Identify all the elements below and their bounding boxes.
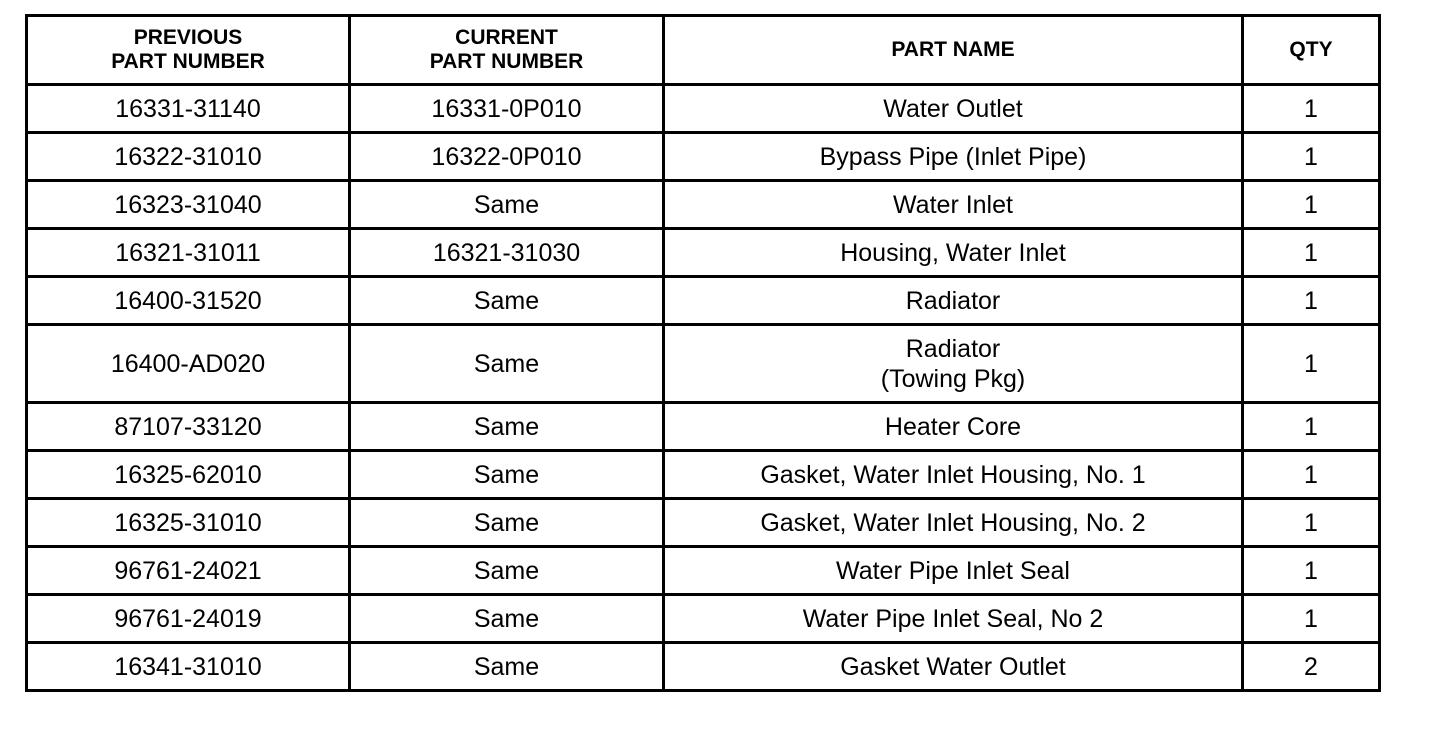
previous-part-number-cell: 16325-31010 xyxy=(27,499,350,547)
table-row xyxy=(27,229,1380,277)
qty-cell: 1 xyxy=(1243,547,1380,595)
previous-part-number-cell: 16331-31140 xyxy=(27,85,350,133)
previous-part-number-cell: 16400-AD020 xyxy=(27,325,350,403)
current-part-number-cell: 16322-0P010 xyxy=(350,133,664,181)
part-name-line: Heater Core xyxy=(884,412,1022,441)
previous-part-number-cell: 16323-31040 xyxy=(27,181,350,229)
table-row xyxy=(27,403,1380,451)
qty-cell: 1 xyxy=(1243,229,1380,277)
part-name-cell xyxy=(664,643,1243,691)
qty-cell: 1 xyxy=(1243,595,1380,643)
part-name-line: Water Pipe Inlet Seal xyxy=(836,556,1070,585)
table-row xyxy=(27,85,1380,133)
part-name-line: Water Inlet xyxy=(893,190,1013,219)
current-part-number-cell: 16321-31030 xyxy=(350,229,664,277)
qty-cell: 1 xyxy=(1243,133,1380,181)
part-name-line: (Towing Pkg) xyxy=(880,364,1026,393)
part-name-line: Gasket, Water Inlet Housing, No. 1 xyxy=(760,460,1146,489)
previous-part-number-cell: 87107-33120 xyxy=(27,403,350,451)
current-part-number-cell: Same xyxy=(350,277,664,325)
part-name-cell xyxy=(664,499,1243,547)
table-row xyxy=(27,277,1380,325)
parts-table xyxy=(25,14,1381,692)
qty-cell: 1 xyxy=(1243,403,1380,451)
previous-part-number-cell: 16321-31011 xyxy=(27,229,350,277)
part-name-line: Gasket Water Outlet xyxy=(840,652,1066,681)
qty-cell: 1 xyxy=(1243,85,1380,133)
previous-part-number-cell: 16322-31010 xyxy=(27,133,350,181)
qty-cell: 1 xyxy=(1243,451,1380,499)
table-row xyxy=(27,595,1380,643)
previous-part-number-cell: 16325-62010 xyxy=(27,451,350,499)
parts-table-body xyxy=(27,85,1380,691)
qty-cell: 1 xyxy=(1243,325,1380,403)
part-name-cell xyxy=(664,133,1243,181)
current-part-number-cell: Same xyxy=(350,643,664,691)
header-row xyxy=(27,16,1380,85)
parts-table-header xyxy=(27,16,1380,85)
part-name-cell xyxy=(664,277,1243,325)
qty-cell: 1 xyxy=(1243,277,1380,325)
current-part-number-cell: Same xyxy=(350,547,664,595)
qty-cell: 1 xyxy=(1243,499,1380,547)
part-name-cell xyxy=(664,229,1243,277)
current-part-number-cell: Same xyxy=(350,325,664,403)
header-qty: QTY xyxy=(1243,16,1380,85)
header-part-name: PART NAME xyxy=(664,16,1243,85)
previous-part-number-cell: 16400-31520 xyxy=(27,277,350,325)
table-row xyxy=(27,643,1380,691)
table-row xyxy=(27,547,1380,595)
part-name-cell xyxy=(664,403,1243,451)
previous-part-number-cell: 96761-24021 xyxy=(27,547,350,595)
current-part-number-cell: Same xyxy=(350,181,664,229)
current-part-number-cell: Same xyxy=(350,595,664,643)
qty-cell: 1 xyxy=(1243,181,1380,229)
part-name-cell xyxy=(664,451,1243,499)
part-name-cell xyxy=(664,325,1243,403)
table-row xyxy=(27,181,1380,229)
part-name-line: Water Pipe Inlet Seal, No 2 xyxy=(802,604,1104,633)
part-name-cell xyxy=(664,181,1243,229)
part-name-cell xyxy=(664,595,1243,643)
table-row xyxy=(27,133,1380,181)
current-part-number-cell: 16331-0P010 xyxy=(350,85,664,133)
current-part-number-cell: Same xyxy=(350,451,664,499)
previous-part-number-cell: 16341-31010 xyxy=(27,643,350,691)
previous-part-number-cell: 96761-24019 xyxy=(27,595,350,643)
table-row xyxy=(27,325,1380,403)
current-part-number-cell: Same xyxy=(350,499,664,547)
part-name-line: Water Outlet xyxy=(883,94,1023,123)
qty-cell: 2 xyxy=(1243,643,1380,691)
header-current-part-number: CURRENT PART NUMBER xyxy=(350,16,664,85)
part-name-line: Housing, Water Inlet xyxy=(840,238,1066,267)
header-previous-part-number: PREVIOUS PART NUMBER xyxy=(27,16,350,85)
part-name-cell xyxy=(664,85,1243,133)
part-name-line: Radiator xyxy=(905,334,1001,363)
part-name-line: Gasket, Water Inlet Housing, No. 2 xyxy=(760,508,1146,537)
part-name-line: Radiator xyxy=(905,286,1001,315)
current-part-number-cell: Same xyxy=(350,403,664,451)
part-name-line: Bypass Pipe (Inlet Pipe) xyxy=(819,142,1087,171)
table-row xyxy=(27,451,1380,499)
part-name-cell xyxy=(664,547,1243,595)
table-row xyxy=(27,499,1380,547)
